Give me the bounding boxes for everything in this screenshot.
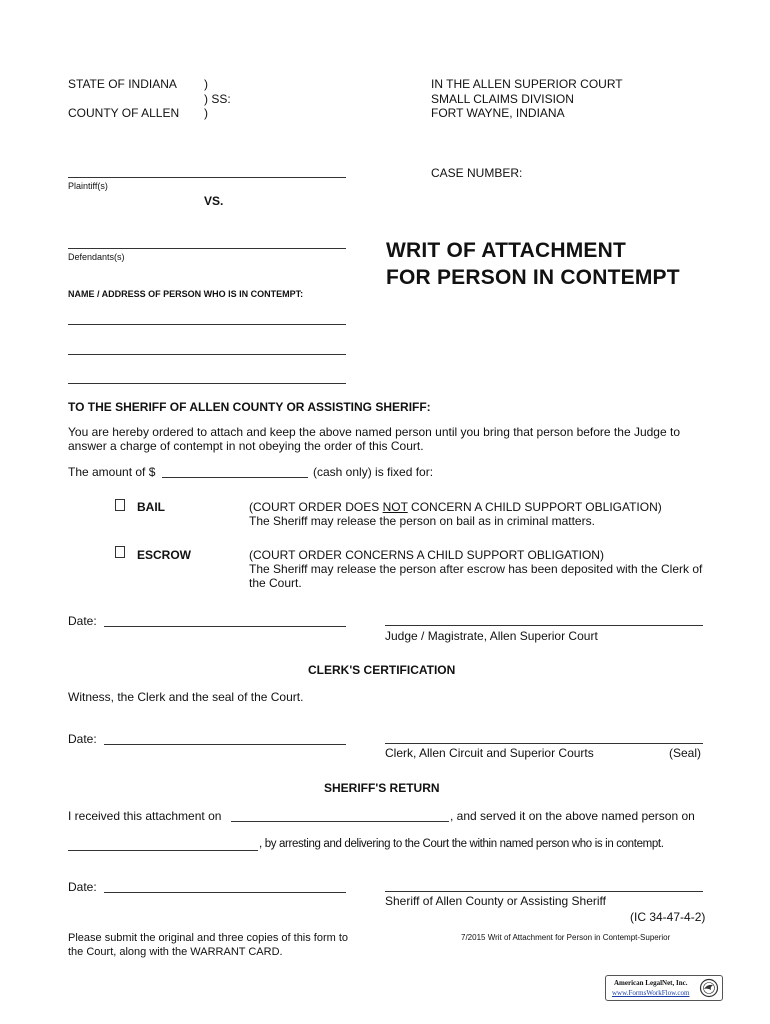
seal-label: (Seal) (669, 746, 702, 760)
bail-checkbox[interactable] (115, 499, 125, 511)
escrow-checkbox[interactable] (115, 546, 125, 558)
judge-signature-line[interactable] (385, 625, 703, 626)
contempt-line-1[interactable] (68, 324, 346, 325)
to-sheriff-heading: TO THE SHERIFF OF ALLEN COUNTY OR ASSISTING SHERIFF: (68, 400, 431, 414)
sheriff-heading: SHERIFF'S RETURN (324, 781, 440, 795)
sheriff-date-label: Date: (68, 880, 97, 894)
paren-3: ) (204, 106, 208, 120)
plaintiff-label: Plaintiff(s) (68, 181, 108, 191)
received-prefix: I received this attachment on (68, 809, 222, 823)
defendant-label: Defendants(s) (68, 252, 125, 262)
form-identifier: 7/2015 Writ of Attachment for Person in Contempt-Superior (461, 933, 671, 942)
contempt-person-label: NAME / ADDRESS OF PERSON WHO IS IN CONTEMPT: (68, 289, 304, 299)
escrow-condition: (COURT ORDER CONCERNS A CHILD SUPPORT OBLIGATION) (249, 548, 604, 562)
form-title-line1: WRIT OF ATTACHMENT (386, 239, 626, 262)
paren-1: ) (204, 77, 208, 91)
logo-company: American LegalNet, Inc. (614, 979, 688, 987)
form-title-line2: FOR PERSON IN CONTEMPT (386, 266, 680, 289)
state-label: STATE OF INDIANA (68, 77, 177, 91)
escrow-label: ESCROW (137, 548, 191, 562)
judge-date-label: Date: (68, 614, 97, 628)
vs-label: VS. (204, 194, 224, 208)
amount-field[interactable] (162, 477, 308, 478)
received-date-field[interactable] (231, 821, 449, 822)
judge-date-field[interactable] (104, 626, 346, 627)
amount-prefix: The amount of $ (68, 465, 156, 479)
amount-suffix: (cash only) is fixed for: (313, 465, 434, 479)
contempt-line-2[interactable] (68, 354, 346, 355)
order-text: You are hereby ordered to attach and keep the above named person until you bring that person before the Judge to answer a charge of contempt in not obeying the order of this Court. (68, 425, 680, 453)
contempt-line-3[interactable] (68, 383, 346, 384)
arrest-text: , by arresting and delivering to the Court the within named person who is in contempt. (259, 838, 664, 850)
ss-label: ) SS: (204, 92, 231, 106)
clerk-date-label: Date: (68, 732, 97, 746)
received-suffix: , and served it on the above named person on (450, 809, 695, 823)
sheriff-signature-label: Sheriff of Allen County or Assisting Sheriff (385, 894, 607, 908)
served-date-field[interactable] (68, 850, 258, 851)
bail-condition: (COURT ORDER DOES NOT CONCERN A CHILD SUPPORT OBLIGATION) (249, 500, 662, 514)
clerk-heading: CLERK'S CERTIFICATION (308, 663, 456, 677)
clerk-signature-label: Clerk, Allen Circuit and Superior Courts (385, 746, 594, 760)
clerk-date-field[interactable] (104, 744, 346, 745)
logo-url[interactable]: www.FormsWorkFlow.com (612, 989, 690, 997)
bail-description: The Sheriff may release the person on bail as in criminal matters. (249, 514, 595, 528)
case-number-label: CASE NUMBER: (431, 166, 523, 180)
submission-instructions: Please submit the original and three copies of this form to the Court, along with the WARRANT CARD. (68, 932, 349, 958)
statute-citation: (IC 34-47-4-2) (630, 910, 706, 924)
county-label: COUNTY OF ALLEN (68, 106, 180, 120)
court-location: FORT WAYNE, INDIANA (431, 106, 565, 120)
defendant-line[interactable] (68, 248, 346, 249)
bail-label: BAIL (137, 500, 165, 514)
clerk-witness: Witness, the Clerk and the seal of the Court. (68, 690, 304, 704)
publisher-logo (605, 975, 723, 1001)
eagle-emblem-icon (699, 978, 719, 998)
court-division: SMALL CLAIMS DIVISION (431, 92, 574, 106)
sheriff-date-field[interactable] (104, 892, 346, 893)
judge-signature-label: Judge / Magistrate, Allen Superior Court (385, 629, 598, 643)
sheriff-signature-line[interactable] (385, 891, 703, 892)
escrow-description: The Sheriff may release the person after escrow has been deposited with the Clerk of the Court. (249, 562, 703, 590)
plaintiff-line[interactable] (68, 177, 346, 178)
court-name: IN THE ALLEN SUPERIOR COURT (431, 77, 623, 91)
clerk-signature-line[interactable] (385, 743, 703, 744)
